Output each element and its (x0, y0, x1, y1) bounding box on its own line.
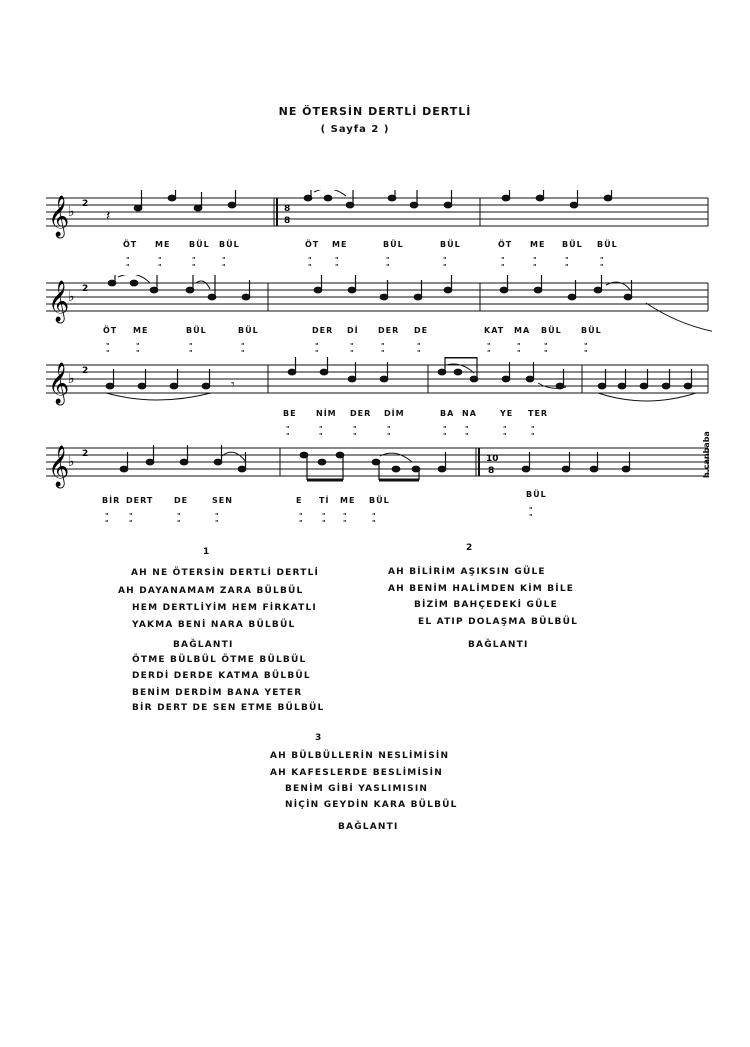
tick-mark: " (129, 512, 133, 520)
verse-line: BİZİM BAHÇEDEKİ GÜLE (414, 600, 558, 610)
tick-mark: " (501, 256, 505, 264)
tick-mark: " (465, 425, 469, 433)
lyric-syllable: SEN (212, 496, 233, 505)
tick-mark: " (517, 349, 521, 357)
verse-line: AH BİLİRİM AŞIKSIN GÜLE (388, 567, 546, 577)
lyric-syllable: DER (378, 326, 400, 335)
tick-mark: " (533, 256, 537, 264)
tick-mark: " (126, 256, 130, 264)
tick-mark: " (286, 432, 290, 440)
treble-clef-icon: 𝄞 (48, 446, 70, 487)
tick-mark: " (386, 256, 390, 264)
tick-mark: " (487, 342, 491, 350)
lyric-syllable: DE (174, 496, 189, 505)
verse-line: EL ATIP DOLAŞMA BÜLBÜL (418, 617, 579, 627)
tick-mark: " (343, 512, 347, 520)
tick-mark: " (487, 349, 491, 357)
tick-mark: " (501, 263, 505, 271)
tick-mark: " (381, 342, 385, 350)
verse-line: NİÇİN GEYDİN KARA BÜLBÜL (285, 800, 458, 810)
lyric-syllable: BÜL (562, 240, 583, 249)
tick-mark: " (319, 425, 323, 433)
tick-mark: " (503, 425, 507, 433)
lyric-syllable: BÜL (186, 326, 207, 335)
tick-mark: " (322, 519, 326, 527)
lyric-syllable: Tİ (319, 496, 330, 505)
tick-mark: " (417, 349, 421, 357)
rest-icon: 𝄾 (231, 377, 235, 393)
lyric-syllable: BÜL (440, 240, 461, 249)
lyric-syllable: NA (462, 409, 477, 418)
refrain-line: BİR DERT DE SEN ETME BÜLBÜL (132, 703, 325, 713)
lyric-syllable: KAT (484, 326, 505, 335)
tick-mark: " (372, 519, 376, 527)
arranger-credit: h.canbaba (702, 431, 711, 478)
tick-mark: " (222, 256, 226, 264)
tick-mark: " (315, 349, 319, 357)
tick-mark: " (299, 519, 303, 527)
tick-mark: " (222, 263, 226, 271)
tick-mark: " (189, 342, 193, 350)
tick-mark: " (105, 512, 109, 520)
flat-icon: ♭ (68, 371, 75, 387)
time-signature: 8 (488, 466, 495, 476)
tick-mark: " (106, 342, 110, 350)
tick-mark: " (386, 263, 390, 271)
lyric-syllable: TER (528, 409, 549, 418)
tick-mark: " (353, 432, 357, 440)
tick-mark: " (308, 256, 312, 264)
verse-line: AH NE ÖTERSİN DERTLİ DERTLİ (131, 568, 320, 578)
lyric-syllable: BÜL (581, 326, 602, 335)
lyric-syllable: DER (350, 409, 372, 418)
lyric-syllable: BÜL (597, 240, 618, 249)
verse-line: YAKMA BENİ NARA BÜLBÜL (132, 620, 296, 630)
tick-mark: " (381, 349, 385, 357)
lyric-syllable: BÜL (541, 326, 562, 335)
lyric-syllable: DİM (384, 409, 405, 418)
tick-mark: " (531, 432, 535, 440)
verse-line: HEM DERTLİYİM HEM FİRKATLI (132, 603, 317, 613)
tick-mark: " (533, 263, 537, 271)
tick-mark: " (343, 519, 347, 527)
lyric-syllable: E (296, 496, 303, 505)
tick-mark: " (443, 425, 447, 433)
time-signature: 8 (284, 216, 291, 226)
tick-mark: " (286, 425, 290, 433)
tick-mark: " (350, 342, 354, 350)
tick-mark: " (565, 256, 569, 264)
tick-mark: " (322, 512, 326, 520)
lyric-syllable: ME (530, 240, 546, 249)
flat-icon: ♭ (68, 454, 75, 470)
lyric-syllable: BÜL (189, 240, 210, 249)
verse-number: 2 (466, 543, 473, 553)
tick-mark: " (544, 342, 548, 350)
tick-mark: " (350, 349, 354, 357)
tick-mark: " (529, 506, 533, 514)
refrain-label: BAĞLANTI (468, 640, 529, 650)
tick-mark: " (443, 432, 447, 440)
tick-mark: " (136, 349, 140, 357)
verse-line: BENİM GİBİ YASLIMISIN (285, 784, 429, 794)
tick-mark: " (192, 263, 196, 271)
tick-mark: " (189, 349, 193, 357)
lyric-syllable: ÖT (103, 326, 118, 335)
lyric-syllable: BÜL (219, 240, 240, 249)
lyric-syllable: YE (500, 409, 514, 418)
tick-mark: " (136, 342, 140, 350)
tick-mark: " (387, 432, 391, 440)
lyric-syllable: ME (133, 326, 149, 335)
refrain-label: BAĞLANTI (338, 822, 399, 832)
tick-mark: " (465, 432, 469, 440)
tick-mark: " (315, 342, 319, 350)
lyric-syllable: BÜL (238, 326, 259, 335)
lyric-syllable: ÖT (305, 240, 320, 249)
tick-mark: " (584, 349, 588, 357)
page-title: NE ÖTERSİN DERTLİ DERTLİ (278, 105, 472, 118)
tick-mark: " (517, 342, 521, 350)
tick-mark: " (215, 519, 219, 527)
tick-mark: " (158, 263, 162, 271)
tick-mark: " (106, 349, 110, 357)
time-signature: 2 (82, 199, 89, 209)
verse-line: AH BÜLBÜLLERİN NESLİMİSİN (270, 751, 450, 761)
tick-mark: " (544, 349, 548, 357)
time-signature: 10 (486, 454, 499, 464)
verse-number: 3 (315, 733, 322, 743)
tick-mark: " (126, 263, 130, 271)
lyric-syllable: BE (283, 409, 297, 418)
tick-mark: " (584, 342, 588, 350)
lyric-syllable: ÖT (123, 240, 138, 249)
time-signature: 8 (284, 204, 291, 214)
tick-mark: " (503, 432, 507, 440)
lyric-syllable: Dİ (347, 326, 359, 335)
tick-mark: " (443, 256, 447, 264)
time-signature: 2 (82, 284, 89, 294)
tick-mark: " (565, 263, 569, 271)
verse-line: AH DAYANAMAM ZARA BÜLBÜL (118, 586, 304, 596)
tick-mark: " (299, 512, 303, 520)
tick-mark: " (353, 425, 357, 433)
tick-mark: " (335, 263, 339, 271)
tick-mark: " (308, 263, 312, 271)
tick-mark: " (158, 256, 162, 264)
tick-mark: " (105, 519, 109, 527)
tick-mark: " (600, 256, 604, 264)
lyric-syllable: BÜL (383, 240, 404, 249)
lyric-syllable: ME (332, 240, 348, 249)
lyric-syllable: ÖT (498, 240, 513, 249)
lyric-syllable: MA (514, 326, 531, 335)
page-subtitle: ( Sayfa 2 ) (320, 124, 390, 135)
time-signature: 2 (82, 366, 89, 376)
tick-mark: " (241, 342, 245, 350)
treble-clef-icon: 𝄞 (48, 363, 70, 404)
tick-mark: " (529, 513, 533, 521)
lyric-syllable: NİM (316, 409, 337, 418)
flat-icon: ♭ (68, 289, 75, 305)
lyric-syllable: BİR (102, 496, 121, 505)
tick-mark: " (129, 519, 133, 527)
refrain-label: BAĞLANTI (173, 640, 234, 650)
tick-mark: " (192, 256, 196, 264)
refrain-line: BENİM DERDİM BANA YETER (132, 688, 303, 698)
refrain-line: ÖTME BÜLBÜL ÖTME BÜLBÜL (132, 655, 307, 665)
tick-mark: " (241, 349, 245, 357)
tick-mark: " (177, 512, 181, 520)
time-signature: 2 (82, 449, 89, 459)
tick-mark: " (319, 432, 323, 440)
rest-icon: 𝄽 (106, 208, 111, 224)
lyric-syllable: DERT (126, 496, 154, 505)
verse-line: AH KAFESLERDE BESLİMİSİN (270, 768, 443, 778)
tick-mark: " (177, 519, 181, 527)
tick-mark: " (387, 425, 391, 433)
flat-icon: ♭ (68, 204, 75, 220)
tick-mark: " (417, 342, 421, 350)
tick-mark: " (335, 256, 339, 264)
verse-line: AH BENİM HALİMDEN KİM BİLE (388, 584, 575, 594)
treble-clef-icon: 𝄞 (48, 281, 70, 322)
lyric-syllable: DER (312, 326, 334, 335)
lyric-syllable: DE (414, 326, 429, 335)
tick-mark: " (531, 425, 535, 433)
tick-mark: " (600, 263, 604, 271)
tick-mark: " (443, 263, 447, 271)
tick-mark: " (372, 512, 376, 520)
lyric-syllable: ME (340, 496, 356, 505)
lyric-syllable: BÜL (369, 496, 390, 505)
lyric-syllable: ME (155, 240, 171, 249)
treble-clef-icon: 𝄞 (48, 196, 70, 237)
lyric-syllable: BA (440, 409, 455, 418)
refrain-line: DERDİ DERDE KATMA BÜLBÜL (132, 671, 311, 681)
verse-number: 1 (203, 547, 210, 557)
lyric-syllable: BÜL (526, 490, 547, 499)
tick-mark: " (215, 512, 219, 520)
